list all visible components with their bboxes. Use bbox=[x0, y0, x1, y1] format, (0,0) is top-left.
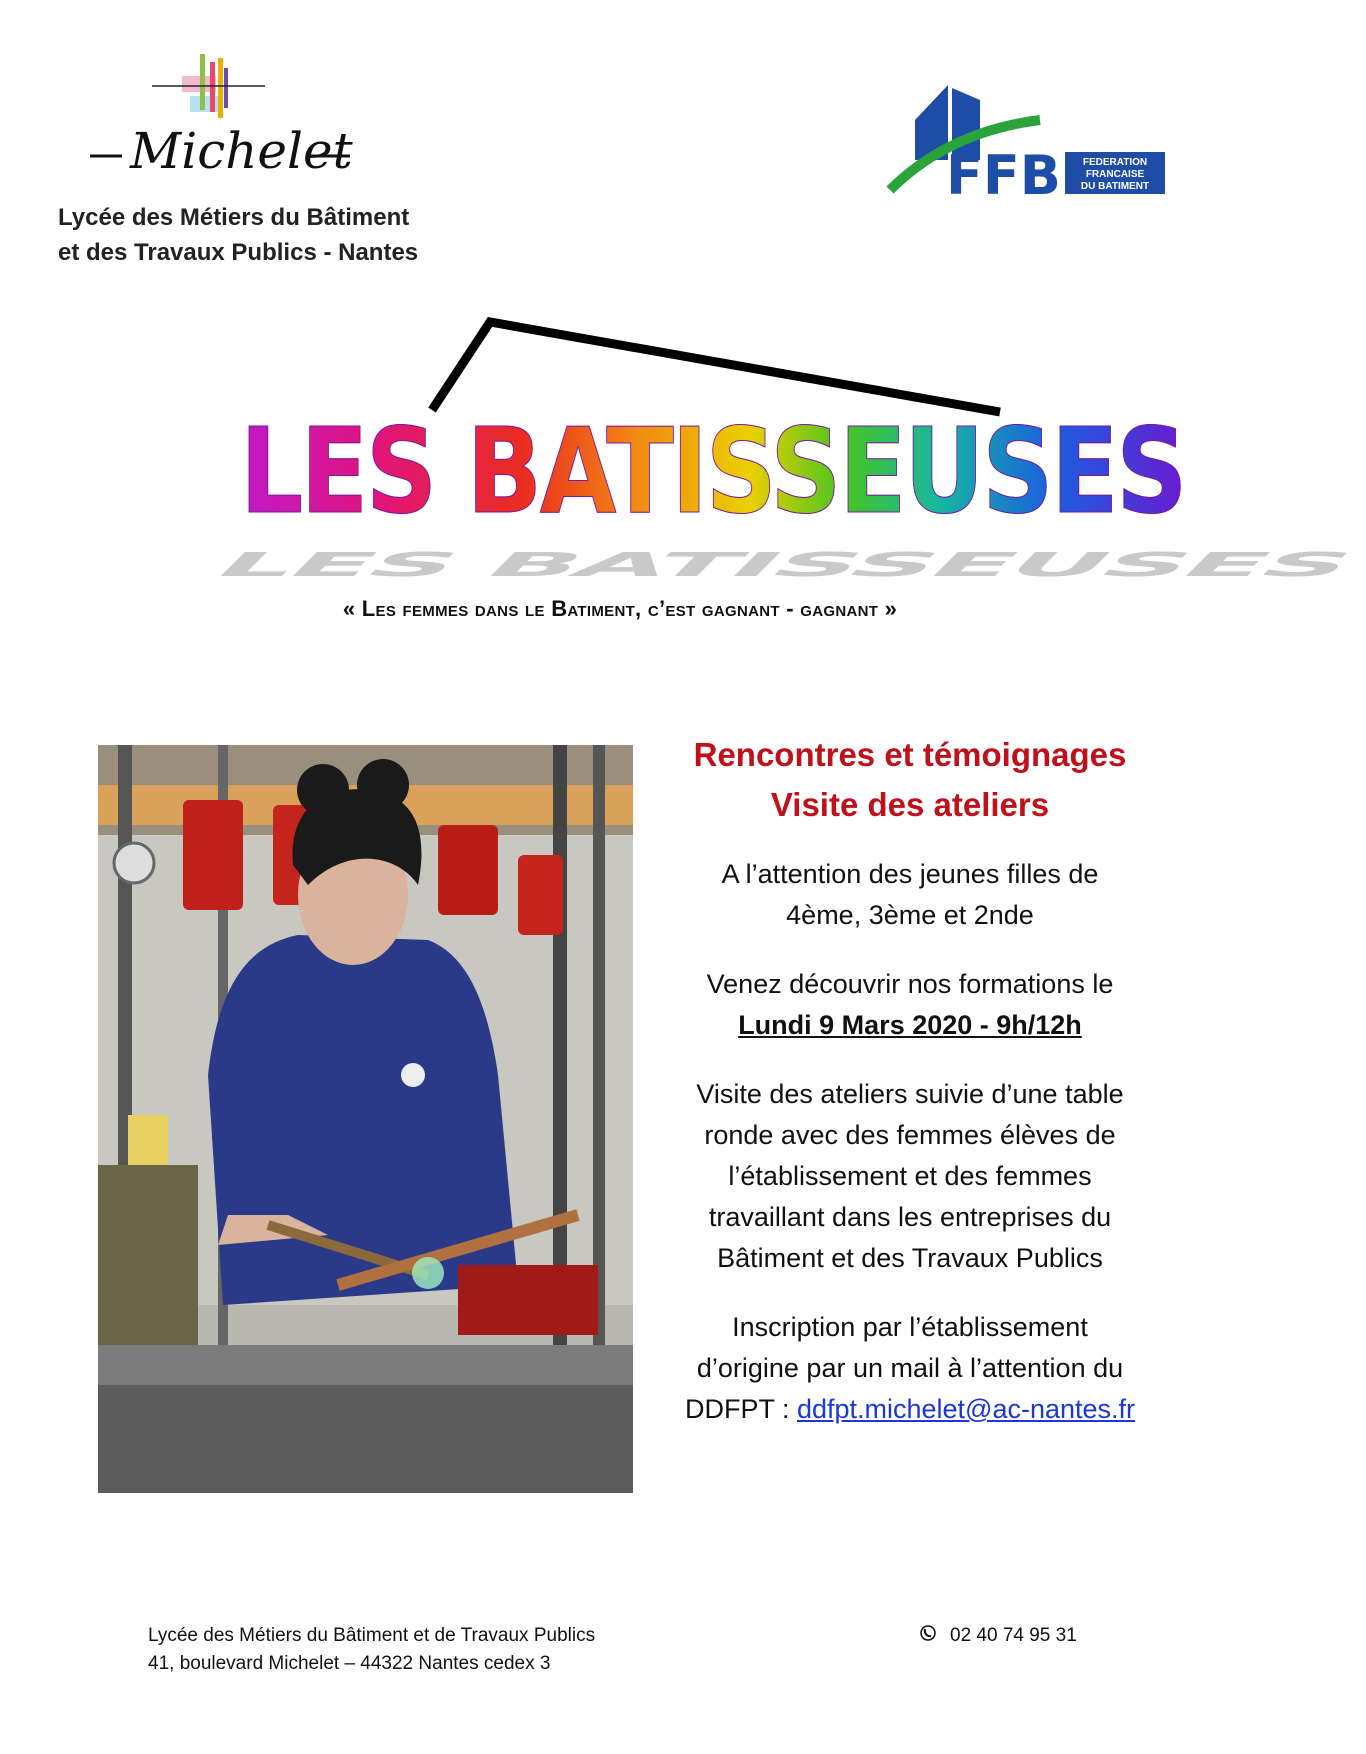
workshop-photo bbox=[98, 745, 633, 1493]
audience-text: A l’attention des jeunes filles de 4ème, 3ème et 2nde bbox=[721, 859, 1099, 930]
phone-number: 02 40 74 95 31 bbox=[950, 1625, 1077, 1646]
slogan: « Les femmes dans le Batiment, c’est gagnant - gagnant » bbox=[342, 596, 898, 621]
address-line-1: Lycée des Métiers du Bâtiment et de Travaux Publics bbox=[148, 1625, 596, 1646]
school-line-1: Lycée des Métiers du Bâtiment bbox=[58, 204, 410, 231]
footer-phone bbox=[920, 1622, 1077, 1650]
ffb-line-1: FEDERATION bbox=[1082, 157, 1148, 168]
ffb-line-2: FRANCAISE bbox=[1085, 169, 1145, 180]
ffb-logo bbox=[880, 80, 1170, 207]
title bbox=[180, 400, 1366, 584]
address-line-2: 41, boulevard Michelet – 44322 Nantes cedex 3 bbox=[148, 1653, 551, 1674]
ddfpt-label: DDFPT : bbox=[684, 1394, 797, 1424]
michelet-logo bbox=[90, 48, 410, 213]
title-shadow: LES BATISSEUSES bbox=[202, 545, 1366, 584]
visit-text: Visite des ateliers suivie d’une table ronde avec des femmes élèves de l’établissement et des femmes travaillant dans les entreprises du Bâtiment et des Travaux Publics bbox=[696, 1079, 1124, 1273]
heading-visite: Visite des ateliers bbox=[770, 786, 1050, 823]
title-text: LES BATISSEUSES bbox=[240, 402, 1186, 540]
email-link[interactable]: ddfpt.michelet@ac-nantes.fr bbox=[796, 1394, 1136, 1424]
heading-rencontres: Rencontres et témoignages bbox=[693, 736, 1127, 773]
ffb-line-3: DU BATIMENT bbox=[1080, 181, 1150, 192]
school-line-2: et des Travaux Publics - Nantes bbox=[58, 239, 419, 266]
event-date: Lundi 9 Mars 2020 - 9h/12h bbox=[738, 1010, 1082, 1040]
logo-text: Michelet bbox=[130, 122, 353, 180]
info-panel bbox=[650, 730, 1170, 1430]
ffb-text: FFB bbox=[946, 144, 1061, 207]
discover-text: Venez découvrir nos formations le Lundi 9 Mars 2020 - 9h/12h bbox=[650, 964, 1170, 1046]
phone-icon bbox=[920, 1622, 936, 1650]
footer-address bbox=[148, 1622, 595, 1678]
inscription-text: Inscription par l’établissement d’origine par un mail à l’attention du DDFPT : ddfpt.michelet@ac-nantes.fr bbox=[684, 1312, 1136, 1424]
school-name bbox=[58, 200, 478, 270]
